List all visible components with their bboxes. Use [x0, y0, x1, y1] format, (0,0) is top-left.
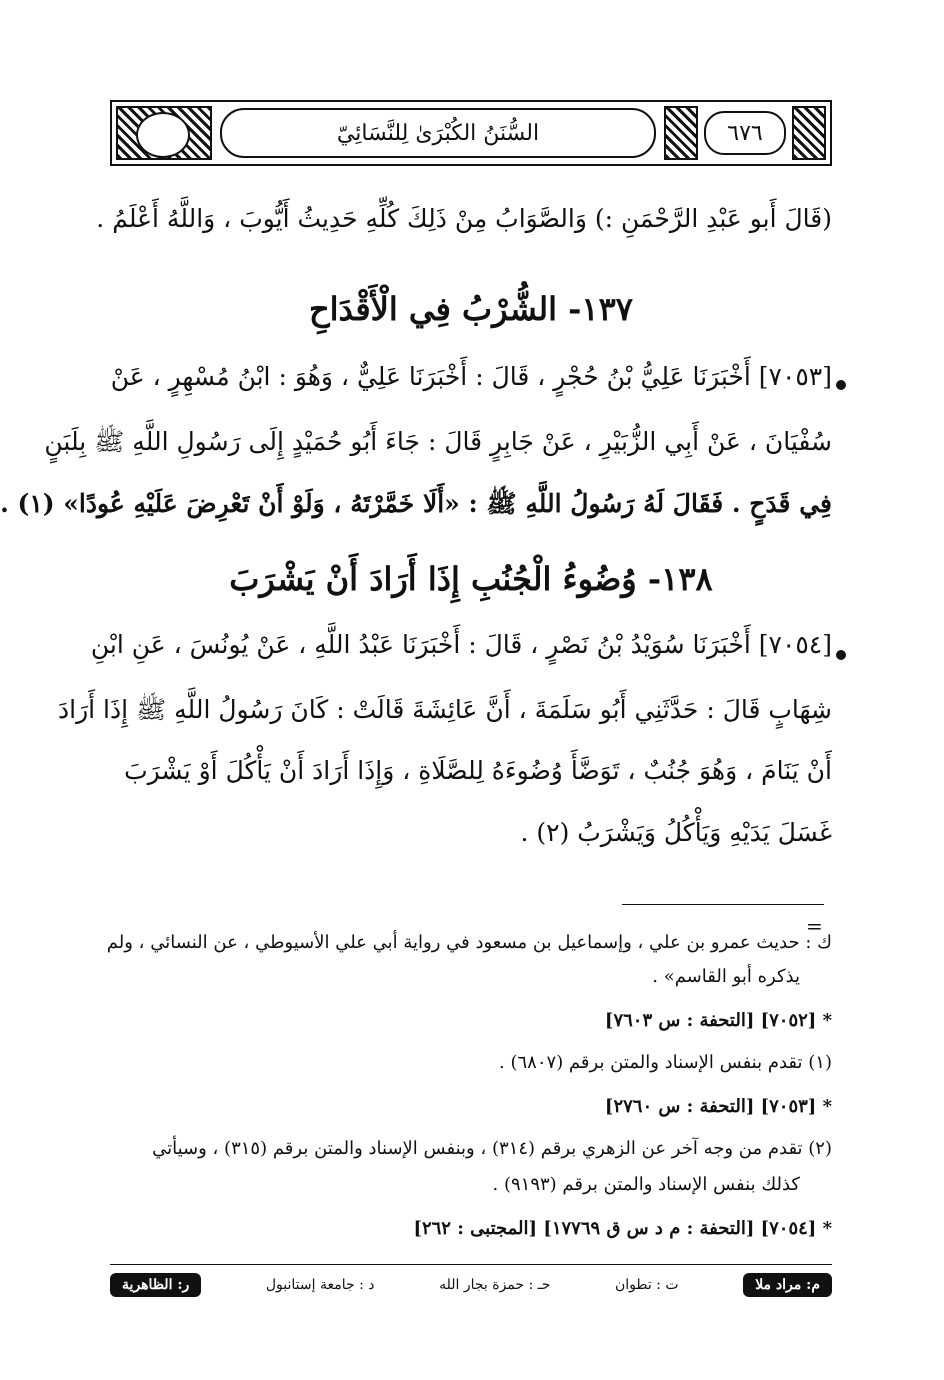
hadith-7054-line-2: شِهَابٍ قَالَ : حَدَّثَنِي أَبُو سَلَمَةَ ، أَنَّ عَائِشَةَ قَالَتْ : كَانَ رَسُولُ اللَّهِ ﷺ إِذَا أَرَادَ: [57, 695, 832, 724]
siglum-r: ر: الظاهرية: [110, 1273, 201, 1297]
footnote-separator: [622, 904, 824, 905]
header-ornament-far-right: [792, 106, 826, 160]
book-seal-logo: [136, 112, 190, 158]
siglum-d: د : جامعة إستانبول: [265, 1277, 375, 1293]
hadith-7054-line-1: [٧٠٥٤] أَخْبَرَنَا سُوَيْدُ بْنُ نَصْرٍ ، قَالَ : أَخْبَرَنَا عَبْدُ اللَّهِ ، عَنْ يُونُسَ ، عَنِ ابْنِ: [90, 630, 832, 659]
section-heading-137: ١٣٧- الشُّرْبُ فِي الْأَقْدَاحِ: [309, 290, 633, 328]
hadith-7054-line-3: أَنْ يَنَامَ ، وَهُوَ جُنُبٌ ، تَوَضَّأَ وُضُوءَهُ لِلصَّلَاةِ ، وَإِذَا أَرَادَ أَنْ يَأْكُلَ أَوْ يَشْرَبَ: [124, 756, 832, 785]
page-header: [110, 100, 832, 166]
intro-line: (قَالَ أَبو عَبْدِ الرَّحْمَنِ :) وَالصَّوَابُ مِنْ ذَلِكَ كُلِّهِ حَدِيثُ أَيُّوبَ ، وَاللَّهُ أَعْلَمُ .: [96, 204, 832, 233]
footnote-line-1: ك : حديث عمرو بن علي ، وإسماعيل بن مسعود في رواية أبي علي الأسيوطي ، عن النسائي ، ولم: [106, 932, 832, 953]
siglum-t: ت : تطوان: [615, 1277, 679, 1293]
manuscript-sigla-footer: [110, 1268, 832, 1302]
footnote-tuhfa-7054: * [٧٠٥٤] [التحفة : م د س ق ١٧٧٦٩] [المجتبى : ٢٦٢]: [413, 1218, 832, 1239]
section-heading-138: ١٣٨- وُضُوءُ الْجُنُبِ إِذَا أَرَادَ أَنْ يَشْرَبَ: [229, 560, 713, 598]
footnote-2-line-2: كذلك بنفس الإسناد والمتن برقم (٩١٩٣) .: [492, 1174, 800, 1195]
footer-rule: [110, 1264, 832, 1265]
header-ornament-right: [664, 106, 698, 160]
footnote-line-2: يذكره أبو القاسم» .: [652, 966, 800, 987]
hadith-7053-line-3: فِي قَدَحٍ . فَقَالَ لَهُ رَسُولُ اللَّهِ ﷺ : «أَلَا خَمَّرْتَهُ ، وَلَوْ أَنْ تَعْرِضَ عَلَيْهِ عُودًا» (١) .: [0, 489, 832, 518]
footnote-tuhfa-7052: * [٧٠٥٢] [التحفة : س ٧٦٠٣]: [604, 1010, 832, 1031]
footnote-1: (١) تقدم بنفس الإسناد والمتن برقم (٦٨٠٧) .: [499, 1052, 832, 1073]
page-number: ٦٧٦: [704, 111, 786, 155]
siglum-h: حـ : حمزة بجار الله: [439, 1277, 551, 1293]
hadith-7053-line-2: سُفْيَانَ ، عَنْ أَبِي الزُّبَيْرِ ، عَنْ جَابِرٍ قَالَ : جَاءَ أَبُو حُمَيْدٍ إِلَى رَسُولِ اللَّهِ ﷺ بِلَبَنٍ: [44, 427, 832, 456]
hadith-7054-line-4: غَسَلَ يَدَيْهِ وَيَأْكُلُ وَيَشْرَبُ (٢) .: [520, 818, 832, 847]
hadith-7053-line-1: [٧٠٥٣] أَخْبَرَنَا عَلِيُّ بْنُ حُجْرٍ ، قَالَ : أَخْبَرَنَا عَلِيٌّ ، وَهُوَ : ابْنُ مُسْهِرٍ ، عَنْ: [110, 362, 832, 391]
book-title: السُّنَنُ الكُبْرَىٰ لِلنَّسَائِيّ: [220, 108, 656, 158]
footnote-2-line-1: (٢) تقدم من وجه آخر عن الزهري برقم (٣١٤) ، وبنفس الإسناد والمتن برقم (٣١٥) ، وسيأتي: [152, 1138, 832, 1159]
bullet-7054: [836, 650, 846, 660]
continuation-mark: =: [806, 914, 823, 938]
footnote-tuhfa-7053: * [٧٠٥٣] [التحفة : س ٢٧٦٠]: [604, 1096, 832, 1117]
siglum-m: م: مراد ملا: [743, 1273, 832, 1297]
bullet-7053: [836, 380, 846, 390]
